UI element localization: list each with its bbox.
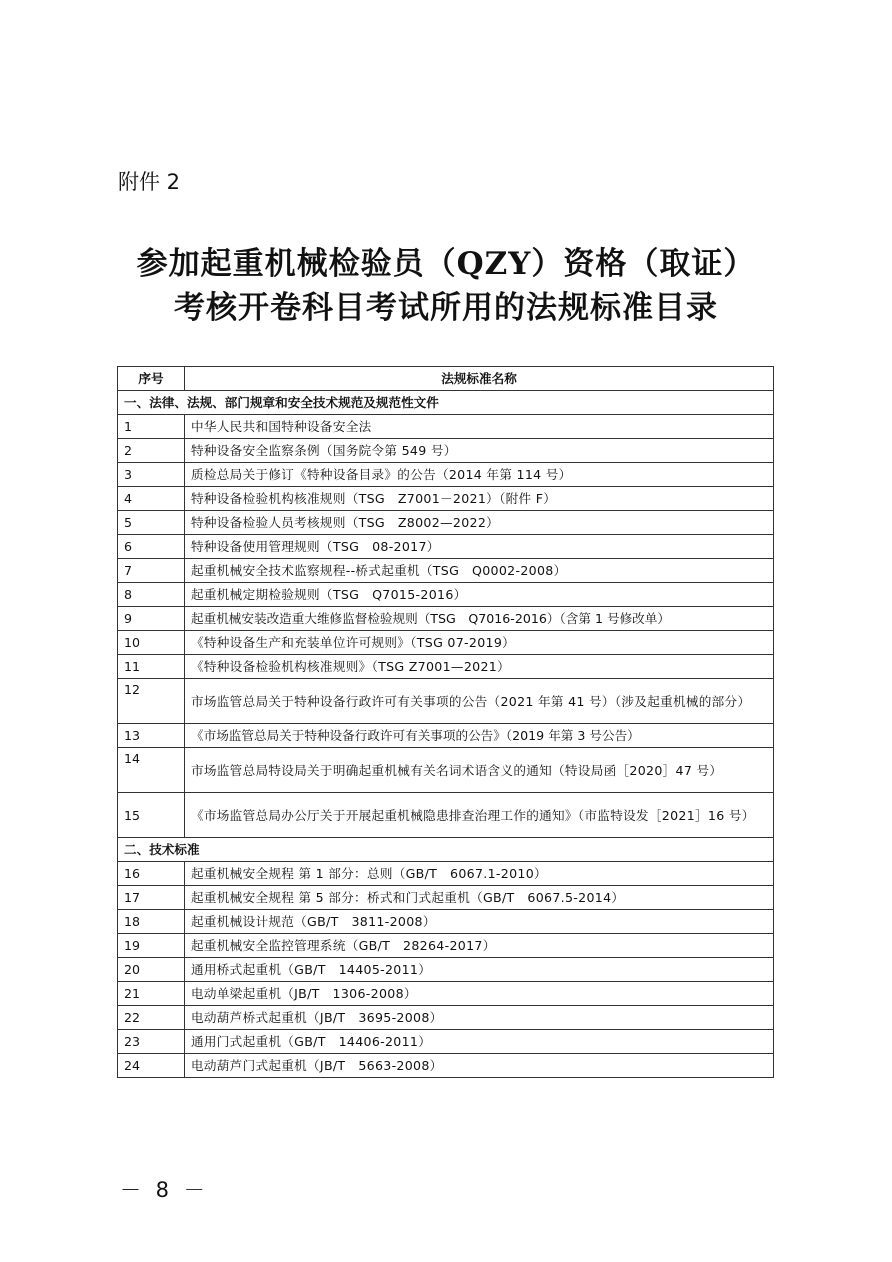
row-number: 5 [118, 511, 185, 535]
table-row [118, 511, 774, 535]
table-row [118, 655, 774, 679]
row-number: 1 [118, 415, 185, 439]
header-name: 法规标准名称 [185, 367, 774, 391]
row-number: 24 [118, 1054, 185, 1078]
table-row [118, 679, 774, 724]
table-row [118, 607, 774, 631]
table-row [118, 463, 774, 487]
row-number: 15 [118, 793, 185, 838]
row-name: 起重机械安全监控管理系统（GB/T 28264-2017） [185, 934, 774, 958]
header-seq: 序号 [118, 367, 185, 391]
row-name: 《特种设备生产和充装单位许可规则》（TSG 07-2019） [185, 631, 774, 655]
table-row [118, 886, 774, 910]
section-row [118, 838, 774, 862]
row-name: 市场监管总局特设局关于明确起重机械有关名词术语含义的通知（特设局函［2020］47 号） [185, 748, 774, 793]
row-number: 20 [118, 958, 185, 982]
row-number: 21 [118, 982, 185, 1006]
row-number: 19 [118, 934, 185, 958]
row-name: 质检总局关于修订《特种设备目录》的公告（2014 年第 114 号） [185, 463, 774, 487]
regulation-list-table [117, 366, 774, 1078]
row-number: 17 [118, 886, 185, 910]
row-name: 市场监管总局关于特种设备行政许可有关事项的公告（2021 年第 41 号）（涉及起重机械的部分） [185, 679, 774, 724]
row-name: 起重机械定期检验规则（TSG Q7015-2016） [185, 583, 774, 607]
row-number: 8 [118, 583, 185, 607]
table-row [118, 415, 774, 439]
document-title-line-1: 参加起重机械检验员（QZY）资格（取证） [136, 246, 756, 282]
table-row [118, 1054, 774, 1078]
row-number: 6 [118, 535, 185, 559]
row-name: 起重机械设计规范（GB/T 3811-2008） [185, 910, 774, 934]
page-number: － 8 － [120, 1178, 209, 1202]
table-row [118, 631, 774, 655]
table-row [118, 535, 774, 559]
table-row [118, 793, 774, 838]
row-name: 起重机械安全规程 第 5 部分：桥式和门式起重机（GB/T 6067.5-2014） [185, 886, 774, 910]
table-row [118, 724, 774, 748]
table-row [118, 910, 774, 934]
row-name: 起重机械安装改造重大维修监督检验规则（TSG Q7016-2016）（含第 1 号修改单） [185, 607, 774, 631]
row-name: 特种设备安全监察条例（国务院令第 549 号） [185, 439, 774, 463]
row-name: 电动葫芦门式起重机（JB/T 5663-2008） [185, 1054, 774, 1078]
row-name: 特种设备使用管理规则（TSG 08-2017） [185, 535, 774, 559]
table-row [118, 439, 774, 463]
row-number: 7 [118, 559, 185, 583]
table-row [118, 583, 774, 607]
row-number: 12 [118, 679, 185, 724]
table-row [118, 958, 774, 982]
row-number: 9 [118, 607, 185, 631]
row-name: 起重机械安全技术监察规程--桥式起重机（TSG Q0002-2008） [185, 559, 774, 583]
row-name: 通用门式起重机（GB/T 14406-2011） [185, 1030, 774, 1054]
table-row [118, 982, 774, 1006]
row-name: 起重机械安全规程 第 1 部分：总则（GB/T 6067.1-2010） [185, 862, 774, 886]
row-number: 10 [118, 631, 185, 655]
table-row [118, 559, 774, 583]
section-2-heading: 二、技术标准 [118, 838, 774, 862]
section-1-heading: 一、法律、法规、部门规章和安全技术规范及规范性文件 [118, 391, 774, 415]
row-number: 2 [118, 439, 185, 463]
row-name: 中华人民共和国特种设备安全法 [185, 415, 774, 439]
row-number: 23 [118, 1030, 185, 1054]
row-name: 电动葫芦桥式起重机（JB/T 3695-2008） [185, 1006, 774, 1030]
row-number: 4 [118, 487, 185, 511]
row-name: 特种设备检验机构核准规则（TSG Z7001－2021）（附件 F） [185, 487, 774, 511]
row-number: 11 [118, 655, 185, 679]
row-number: 18 [118, 910, 185, 934]
table-row [118, 1030, 774, 1054]
row-name: 通用桥式起重机（GB/T 14405-2011） [185, 958, 774, 982]
table-header-row [118, 367, 774, 391]
attachment-label: 附件 2 [118, 170, 181, 194]
table-row [118, 1006, 774, 1030]
table-row [118, 862, 774, 886]
row-number: 16 [118, 862, 185, 886]
table-row [118, 487, 774, 511]
row-name: 《市场监管总局办公厅关于开展起重机械隐患排查治理工作的通知》（市监特设发［2021］16 号） [185, 793, 774, 838]
row-name: 《特种设备检验机构核准规则》（TSG Z7001—2021） [185, 655, 774, 679]
document-title-line-2: 考核开卷科目考试所用的法规标准目录 [174, 290, 718, 326]
row-name: 电动单梁起重机（JB/T 1306-2008） [185, 982, 774, 1006]
table-row [118, 748, 774, 793]
row-number: 22 [118, 1006, 185, 1030]
row-name: 《市场监管总局关于特种设备行政许可有关事项的公告》（2019 年第 3 号公告） [185, 724, 774, 748]
table-row [118, 934, 774, 958]
section-row [118, 391, 774, 415]
row-number: 13 [118, 724, 185, 748]
row-name: 特种设备检验人员考核规则（TSG Z8002—2022） [185, 511, 774, 535]
row-number: 14 [118, 748, 185, 793]
row-number: 3 [118, 463, 185, 487]
